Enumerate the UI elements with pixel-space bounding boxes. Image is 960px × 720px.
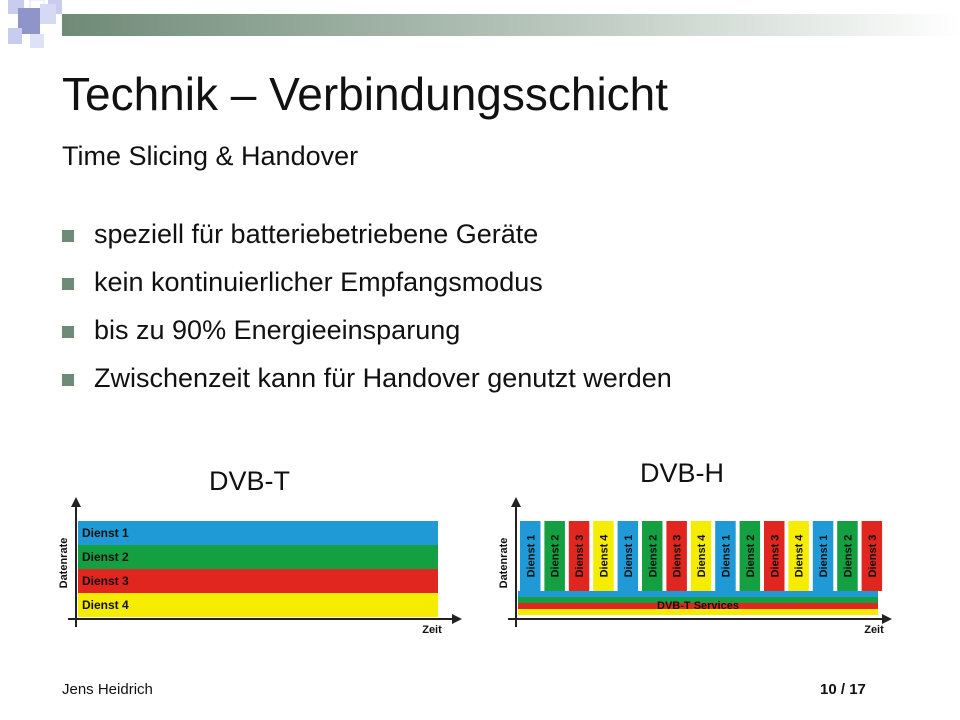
page-current: 10 <box>820 681 837 698</box>
slide-subtitle: Time Slicing & Handover <box>62 141 359 171</box>
bullet-text: kein kontinuierlicher Empfangsmodus <box>94 267 543 297</box>
dvbh-diagram <box>494 495 894 635</box>
dvbh-label: DVB-H <box>640 458 725 488</box>
page-total: 17 <box>849 681 866 698</box>
dvbh-slice-label: Dienst 1 <box>818 534 831 578</box>
bullet-item <box>62 306 672 354</box>
dvbh-base-label: DVB-T Services <box>657 600 739 612</box>
deco-square <box>40 4 56 24</box>
bullet-item <box>62 354 672 402</box>
deco-square <box>8 28 22 44</box>
dvbt-band-2 <box>78 545 438 569</box>
bullet-item <box>62 210 672 258</box>
bullet-square-icon <box>62 278 74 290</box>
dvbh-slice-label: Dienst 2 <box>549 534 562 578</box>
dvbh-x-axis-label: Zeit <box>864 624 884 635</box>
dvbh-slice-label: Dienst 4 <box>793 534 806 578</box>
bullet-square-icon <box>62 374 74 386</box>
dvbt-y-arrow-icon <box>71 497 81 507</box>
page-separator: / <box>840 681 846 698</box>
dvbt-band-4 <box>78 593 438 617</box>
dvbt-x-axis-label: Zeit <box>422 624 442 635</box>
dvbh-slice-label: Dienst 1 <box>525 534 538 578</box>
dvbt-label: DVB-T <box>209 466 290 496</box>
deco-square <box>30 34 44 48</box>
dvbt-band-1 <box>78 521 438 545</box>
dvbt-band-label: Dienst 3 <box>82 574 129 588</box>
dvbh-slice-label: Dienst 3 <box>769 534 782 578</box>
dvbh-slice-label: Dienst 3 <box>671 534 684 578</box>
dvbt-y-axis-label: Datenrate <box>58 537 70 589</box>
dvbh-y-axis-label: Datenrate <box>498 537 510 589</box>
dvbh-slice-label: Dienst 1 <box>720 534 733 578</box>
dvbh-slice-label: Dienst 1 <box>622 534 635 578</box>
footer-page-number <box>820 681 866 698</box>
dvbh-y-arrow-icon <box>511 497 521 507</box>
bullet-item <box>62 258 672 306</box>
bullet-text: bis zu 90% Energieeinsparung <box>94 315 461 345</box>
bullet-text: speziell für batteriebetriebene Geräte <box>94 219 539 249</box>
dvbh-slice-label: Dienst 2 <box>647 534 660 578</box>
dvbh-slice-label: Dienst 4 <box>696 534 709 578</box>
dvbh-base-band <box>518 591 878 597</box>
dvbt-diagram <box>54 495 464 635</box>
footer-author: Jens Heidrich <box>62 681 153 698</box>
dvbt-x-arrow-icon <box>452 614 462 624</box>
dvbh-slice-label: Dienst 4 <box>598 534 611 578</box>
bullet-square-icon <box>62 326 74 338</box>
dvbt-band-label: Dienst 4 <box>82 598 129 612</box>
dvbh-slice-label: Dienst 3 <box>574 534 587 578</box>
bullet-text: Zwischenzeit kann für Handover genutzt werden <box>94 363 672 393</box>
dvbt-band-label: Dienst 2 <box>82 550 129 564</box>
dvbt-band-label: Dienst 1 <box>82 526 129 540</box>
dvbh-slice-label: Dienst 2 <box>842 534 855 578</box>
dvbt-band-3 <box>78 569 438 593</box>
bullet-list <box>62 210 672 402</box>
dvbh-slice-label: Dienst 3 <box>866 534 879 578</box>
slide-title: Technik – Verbindungsschicht <box>62 68 669 120</box>
header-gradient-bar <box>62 14 960 36</box>
header-decoration <box>0 0 960 60</box>
dvbh-slices <box>520 521 882 591</box>
bullet-square-icon <box>62 230 74 242</box>
dvbh-slice-label: Dienst 2 <box>744 534 757 578</box>
dvbh-x-arrow-icon <box>882 614 892 624</box>
dvbt-bands <box>78 521 438 617</box>
